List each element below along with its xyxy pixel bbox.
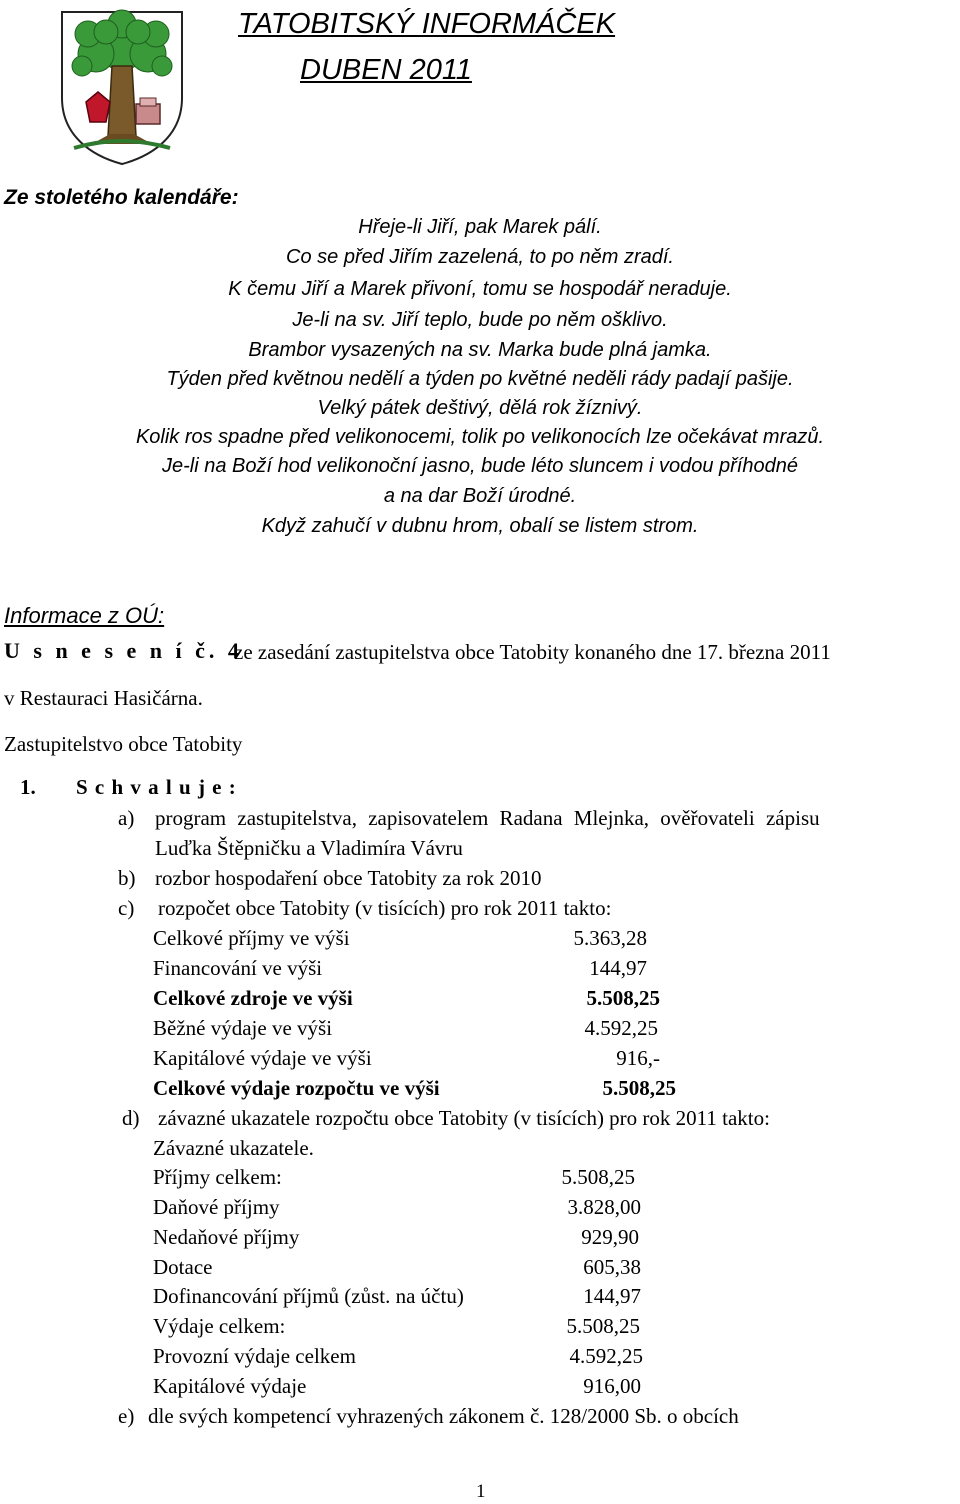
indicator-label: Provozní výdaje celkem: [153, 1344, 356, 1368]
item-c-text: rozpočet obce Tatobity (v tisících) pro rok 2011 takto:: [158, 896, 612, 920]
saying-line: a na dar Boží úrodné.: [383, 485, 577, 507]
budget-value: 5.508,25: [586, 986, 660, 1010]
budget-label: Kapitálové výdaje ve výši: [153, 1046, 372, 1070]
newsletter-issue: DUBEN 2011: [300, 54, 472, 86]
saying-line: Je-li na sv. Jiří teplo, bude po něm ošklivo.: [292, 309, 668, 331]
item-b-text: rozbor hospodaření obce Tatobity za rok 2010: [155, 866, 542, 890]
indicator-value: 916,00: [583, 1374, 641, 1398]
meeting-location: v Restauraci Hasičárna.: [4, 686, 203, 710]
info-heading: Informace z OÚ:: [4, 603, 165, 628]
village-coat-of-arms: [52, 6, 192, 166]
saying-line: Velký pátek deštivý, dělá rok žíznivý.: [317, 397, 643, 419]
budget-value: 916,-: [616, 1046, 660, 1070]
indicator-label: Kapitálové výdaje: [153, 1374, 307, 1398]
newsletter-title: TATOBITSKÝ INFORMÁČEK: [238, 8, 616, 40]
resolution-number: [4, 638, 243, 664]
budget-label: Financování ve výši: [153, 956, 323, 980]
saying-line: Co se před Jiřím zazelená, to po něm zradí.: [286, 246, 674, 268]
item-number: 1.: [20, 775, 36, 799]
item-a-label: a): [118, 806, 135, 830]
item-e-text: dle svých kompetencí vyhrazených zákonem č. 128/2000 Sb. o obcích: [148, 1404, 739, 1428]
item-b-label: b): [118, 866, 136, 890]
item-d-label: d): [122, 1106, 140, 1130]
indicator-label: Dofinancování příjmů (zůst. na účtu): [153, 1284, 464, 1308]
saying-line: Týden před květnou nedělí a týden po květné neděli rády padají pašije.: [166, 368, 794, 390]
indicator-label: Příjmy celkem:: [153, 1165, 282, 1189]
indicator-value: 144,97: [583, 1284, 641, 1308]
item-a-text-cont: Luďka Štěpničku a Vladimíra Vávru: [155, 836, 463, 860]
council-name: Zastupitelstvo obce Tatobity: [4, 732, 243, 756]
budget-value: 5.508,25: [602, 1076, 676, 1100]
saying-line: Je-li na Boží hod velikonoční jasno, bude léto sluncem i vodou příhodné: [162, 455, 798, 477]
indicator-value: 5.508,25: [566, 1314, 640, 1338]
saying-line: Hřeje-li Jiří, pak Marek pálí.: [358, 216, 602, 238]
item-c-label: c): [118, 896, 135, 920]
indicator-value: 4.592,25: [569, 1344, 643, 1368]
saying-line: Když zahučí v dubnu hrom, obalí se listem strom.: [261, 515, 699, 537]
indicator-value: 929,90: [581, 1225, 639, 1249]
indicator-value: 3.828,00: [567, 1195, 641, 1219]
item-d-text: závazné ukazatele rozpočtu obce Tatobity (v tisících) pro rok 2011 takto:: [158, 1106, 770, 1130]
resolution-description: ze zasedání zastupitelstva obce Tatobity konaného dne 17. března 2011: [234, 640, 831, 664]
resolution-word: U s n e s e n í č. 4: [4, 638, 243, 663]
budget-value: 144,97: [589, 956, 647, 980]
indicator-label: Dotace: [153, 1255, 213, 1279]
budget-label: Běžné výdaje ve výši: [153, 1016, 333, 1040]
saying-line: Brambor vysazených na sv. Marka bude plná jamka.: [248, 339, 712, 361]
indicator-value: 5.508,25: [561, 1165, 635, 1189]
indicator-label: Daňové příjmy: [153, 1195, 280, 1219]
item-d-subheading: Závazné ukazatele.: [153, 1136, 314, 1160]
budget-label: Celkové výdaje rozpočtu ve výši: [153, 1076, 440, 1100]
indicator-value: 605,38: [583, 1255, 641, 1279]
calendar-heading: Ze stoletého kalendáře:: [4, 186, 239, 209]
budget-label: Celkové zdroje ve výši: [153, 986, 353, 1010]
budget-value: 4.592,25: [584, 1016, 658, 1040]
page-number: 1: [476, 1481, 486, 1502]
saying-line: K čemu Jiří a Marek přivoní, tomu se hospodář neraduje.: [228, 278, 732, 300]
item-e-label: e): [118, 1404, 135, 1428]
indicator-label: Nedaňové příjmy: [153, 1225, 300, 1249]
indicator-label: Výdaje celkem:: [153, 1314, 286, 1338]
budget-value: 5.363,28: [573, 926, 647, 950]
budget-label: Celkové příjmy ve výši: [153, 926, 350, 950]
item-a-text: program zastupitelstva, zapisovatelem Radana Mlejnka, ověřovateli zápisu: [155, 806, 820, 830]
item-title: S c h v a l u j e :: [76, 775, 237, 799]
saying-line: Kolik ros spadne před velikonocemi, tolik po velikonocích lze očekávat mrazů.: [135, 426, 825, 448]
